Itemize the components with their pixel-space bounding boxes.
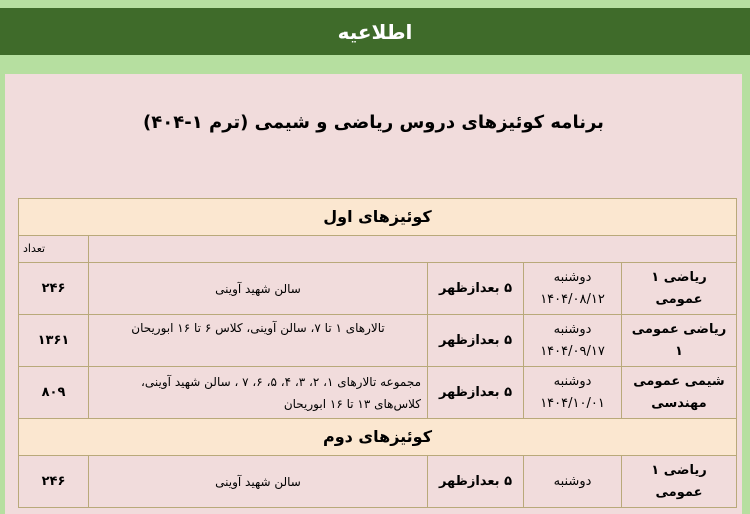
date-text: ۱۴۰۴/۰۹/۱۷ (540, 343, 605, 359)
location-cell: تالارهای ۱ تا ۷، سالن آوینی، کلاس ۶ تا ۱۶ ابوریحان (89, 315, 428, 367)
section-title: کوئیزهای اول (19, 199, 737, 236)
section-header-row (19, 199, 737, 236)
course-cell: ریاضی ۱ عمومی (622, 263, 737, 315)
time-cell: ۵ بعدازظهر (428, 456, 524, 508)
quiz-schedule-table (18, 198, 737, 508)
table-row (19, 367, 737, 419)
day-text: دوشنبه (553, 373, 592, 389)
time-cell: ۵ بعدازظهر (428, 315, 524, 367)
table-row (19, 315, 737, 367)
location-cell: سالن شهید آوینی (89, 263, 428, 315)
day-text: دوشنبه (553, 321, 592, 337)
time-cell: ۵ بعدازظهر (428, 367, 524, 419)
date-cell (524, 367, 622, 419)
count-cell: ۸۰۹ (19, 367, 89, 419)
date-cell (524, 263, 622, 315)
course-cell: ریاضی ۱ عمومی (622, 456, 737, 508)
time-cell: ۵ بعدازظهر (428, 263, 524, 315)
location-cell: مجموعه تالارهای ۱، ۲، ۳، ۴، ۵، ۶، ۷ ، سالن شهید آوینی، کلاس‌های ۱۳ تا ۱۶ ابوریحان (89, 367, 428, 419)
section-title: کوئیزهای دوم (19, 419, 737, 456)
course-cell: شیمی عمومی مهندسی (622, 367, 737, 419)
announcement-title: اطلاعیه (337, 19, 413, 44)
course-cell: ریاضی عمومی ۱ (622, 315, 737, 367)
day-text: دوشنبه (553, 269, 592, 285)
count-cell: ۱۳۶۱ (19, 315, 89, 367)
location-cell: سالن شهید آوینی (89, 456, 428, 508)
count-header-row (19, 236, 737, 263)
count-cell: ۲۴۶ (19, 456, 89, 508)
count-header: تعداد (19, 236, 89, 263)
date-text: ۱۴۰۴/۱۰/۰۱ (540, 395, 605, 411)
empty-header-cell (89, 236, 737, 263)
page-title: برنامه کوئیزهای دروس ریاضی و شیمی (ترم ۱-۴۰۴) (143, 112, 604, 133)
count-cell: ۲۴۶ (19, 263, 89, 315)
date-cell (524, 315, 622, 367)
announcement-content (5, 74, 742, 514)
date-text: ۱۴۰۴/۰۸/۱۲ (540, 291, 605, 307)
announcement-header (0, 8, 750, 55)
table-row (19, 263, 737, 315)
day-text: دوشنبه (553, 473, 592, 489)
top-strip (0, 0, 750, 8)
section-header-row (19, 419, 737, 456)
